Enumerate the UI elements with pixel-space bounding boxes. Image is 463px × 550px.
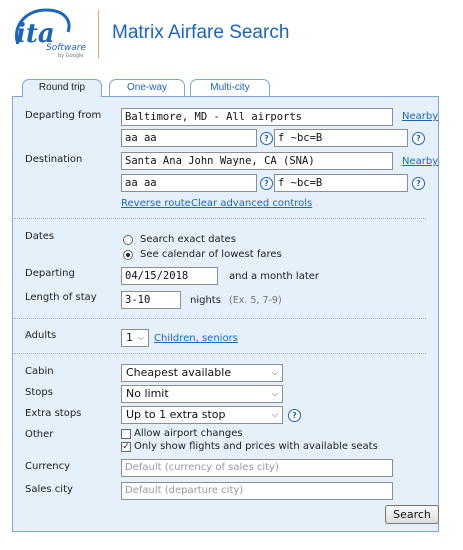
chevron-down-icon: ⌵ <box>271 368 278 377</box>
adults-value: 1 <box>126 331 133 344</box>
departing-date-label: Departing <box>25 268 75 279</box>
extra-stops-select[interactable] <box>121 406 283 424</box>
chevron-down-icon: ⌵ <box>271 389 278 398</box>
departing-nearby-link[interactable]: Nearby <box>402 111 439 122</box>
stops-value: No limit <box>126 387 169 400</box>
section-divider <box>14 353 426 354</box>
extension-help-icon[interactable]: ? <box>412 177 425 190</box>
app-title: Matrix Airfare Search <box>112 22 290 43</box>
dates-label: Dates <box>25 231 55 242</box>
extra-stops-label: Extra stops <box>25 408 82 419</box>
departing-extension-input[interactable]: f ~bc=B <box>274 129 408 147</box>
departing-from-label: Departing from <box>25 110 102 121</box>
sales-city-label: Sales city <box>25 484 73 495</box>
calendar-radio[interactable] <box>123 250 133 260</box>
cabin-select[interactable] <box>121 364 283 382</box>
reverse-route-link[interactable]: Reverse route <box>121 198 191 209</box>
only-available-seats-label: Only show flights and prices with available seats <box>134 441 378 452</box>
adults-label: Adults <box>25 330 57 341</box>
departing-from-input[interactable]: Baltimore, MD - All airports <box>121 108 393 126</box>
calendar-label: See calendar of lowest fares <box>140 249 282 260</box>
nights-label: nights <box>190 295 221 306</box>
length-of-stay-label: Length of stay <box>25 292 97 303</box>
only-available-seats-checkbox[interactable]: ✓ <box>122 442 130 452</box>
tab-one-way[interactable]: One-way <box>109 79 185 96</box>
routing-help-icon[interactable]: ? <box>260 177 273 190</box>
destination-routing-input[interactable]: aa aa <box>121 174 257 192</box>
adults-select[interactable] <box>121 329 149 347</box>
destination-nearby-link[interactable]: Nearby <box>402 156 439 167</box>
exact-dates-label: Search exact dates <box>140 234 236 245</box>
cabin-label: Cabin <box>25 366 54 377</box>
clear-advanced-link[interactable]: Clear advanced controls <box>191 198 313 209</box>
stops-select[interactable] <box>121 385 283 403</box>
chevron-down-icon: ⌵ <box>271 410 278 419</box>
other-label: Other <box>25 429 54 440</box>
search-button[interactable]: Search <box>385 505 439 524</box>
extension-help-icon[interactable]: ? <box>412 132 425 145</box>
logo-subtext: Software <box>46 43 87 53</box>
section-divider <box>14 318 426 319</box>
cabin-value: Cheapest available <box>126 366 232 379</box>
section-divider <box>14 218 426 219</box>
header-divider <box>98 10 99 58</box>
departing-routing-input[interactable]: aa aa <box>121 129 257 147</box>
logo-text: ita <box>16 19 55 49</box>
chevron-down-icon: ⌵ <box>137 333 144 342</box>
ita-software-logo <box>10 6 88 60</box>
currency-input[interactable]: Default (currency of sales city) <box>121 459 393 477</box>
extra-stops-help-icon[interactable]: ? <box>288 409 301 422</box>
allow-airport-changes-label: Allow airport changes <box>134 428 243 439</box>
tab-multi-city[interactable]: Multi-city <box>190 79 270 96</box>
currency-label: Currency <box>25 461 71 472</box>
extra-stops-value: Up to 1 extra stop <box>126 408 226 421</box>
logo-by: by Google <box>58 53 84 59</box>
departing-date-suffix: and a month later <box>229 271 320 282</box>
destination-label: Destination <box>25 154 83 165</box>
routing-help-icon[interactable]: ? <box>260 132 273 145</box>
destination-extension-input[interactable]: f ~bc=B <box>274 174 408 192</box>
length-of-stay-input[interactable]: 3-10 <box>121 291 181 309</box>
sales-city-input[interactable]: Default (departure city) <box>121 482 393 500</box>
destination-input[interactable]: Santa Ana John Wayne, CA (SNA) <box>121 152 393 170</box>
tab-round-trip[interactable]: Round trip <box>22 79 102 97</box>
children-seniors-link[interactable]: Children, seniors <box>154 333 238 344</box>
stay-hint: (Ex. 5, 7-9) <box>229 295 282 306</box>
exact-dates-radio[interactable] <box>123 235 133 245</box>
stops-label: Stops <box>25 387 53 398</box>
allow-airport-changes-checkbox[interactable] <box>121 429 131 439</box>
departing-date-input[interactable]: 04/15/2018 <box>121 267 218 285</box>
